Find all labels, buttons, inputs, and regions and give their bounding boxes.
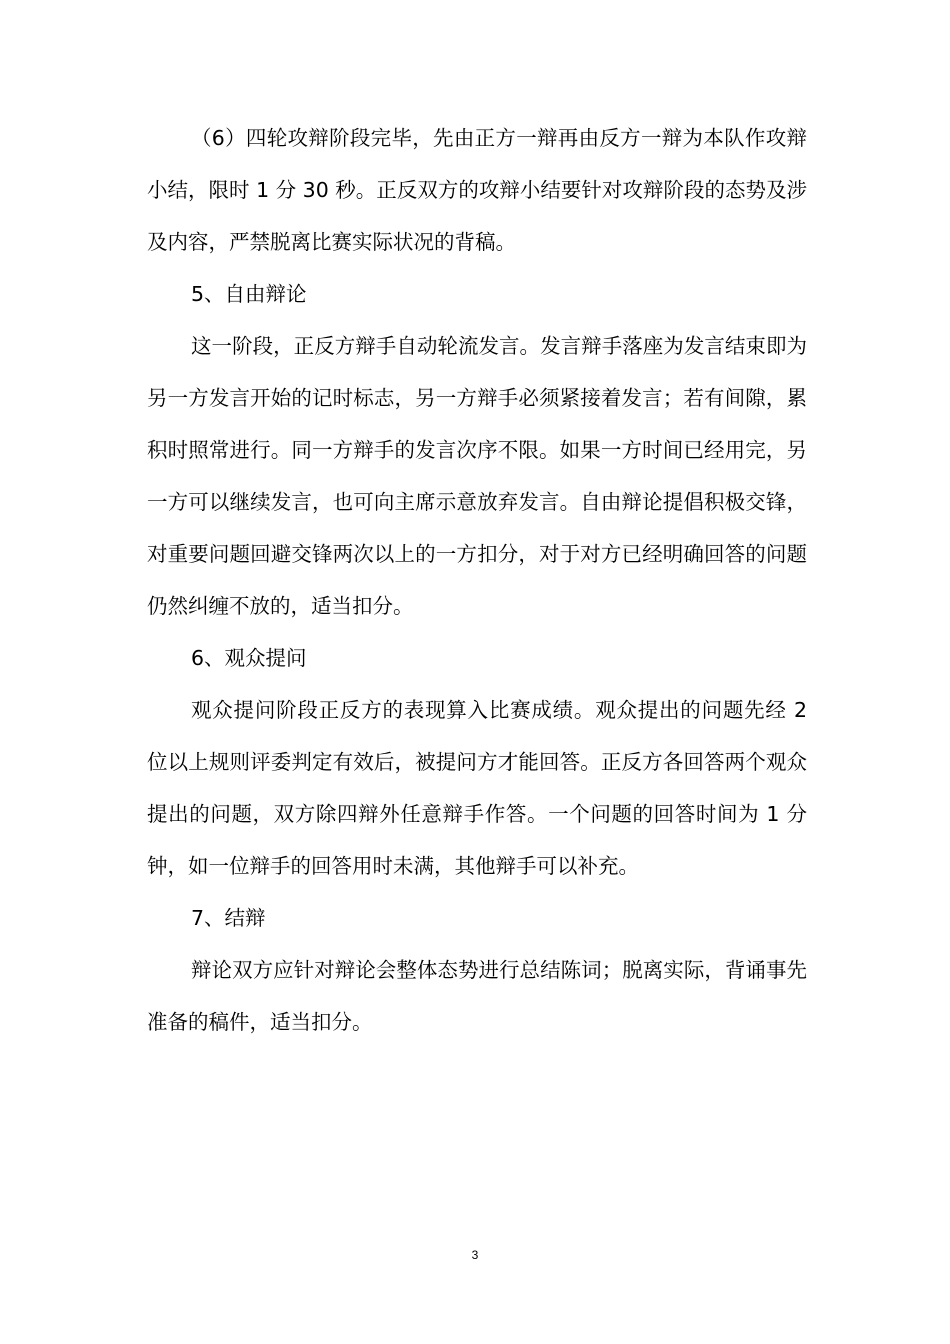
paragraph-audience-questions: 观众提问阶段正反方的表现算入比赛成绩。观众提出的问题先经 2 位以上规则评委判定有效后，被提问方才能回答。正反方各回答两个观众提出的问题，双方除四辩外任意辩手作答。一个问题的回答时间为 1 分钟，如一位辩手的回答用时未满，其他辩手可以补充。 [147,698,807,878]
section-heading-closing: 7、结辩 [191,906,266,930]
paragraph-closing: 辩论双方应针对辩论会整体态势进行总结陈词；脱离实际，背诵事先准备的稿件，适当扣分。 [147,958,807,1034]
paragraph-free-debate: 这一阶段，正反方辩手自动轮流发言。发言辩手落座为发言结束即为另一方发言开始的记时标志，另一方辩手必须紧接着发言；若有间隙，累积时照常进行。同一方辩手的发言次序不限。如果一方时间已经用完，另一方可以继续发言，也可向主席示意放弃发言。自由辩论提倡积极交锋，对重要问题回避交锋两次以上的一方扣分，对于对方已经明确回答的问题仍然纠缠不放的，适当扣分。 [147,334,807,618]
section-heading-free-debate: 5、自由辩论 [191,282,307,306]
page-number: 3 [471,1248,479,1262]
section-heading-audience-questions: 6、观众提问 [191,646,307,670]
document-body [147,112,807,1048]
paragraph-rebuttal-summary: （6）四轮攻辩阶段完毕，先由正方一辩再由反方一辩为本队作攻辩小结，限时 1 分 30 秒。正反双方的攻辩小结要针对攻辩阶段的态势及涉及内容，严禁脱离比赛实际状况的背稿。 [147,126,807,254]
